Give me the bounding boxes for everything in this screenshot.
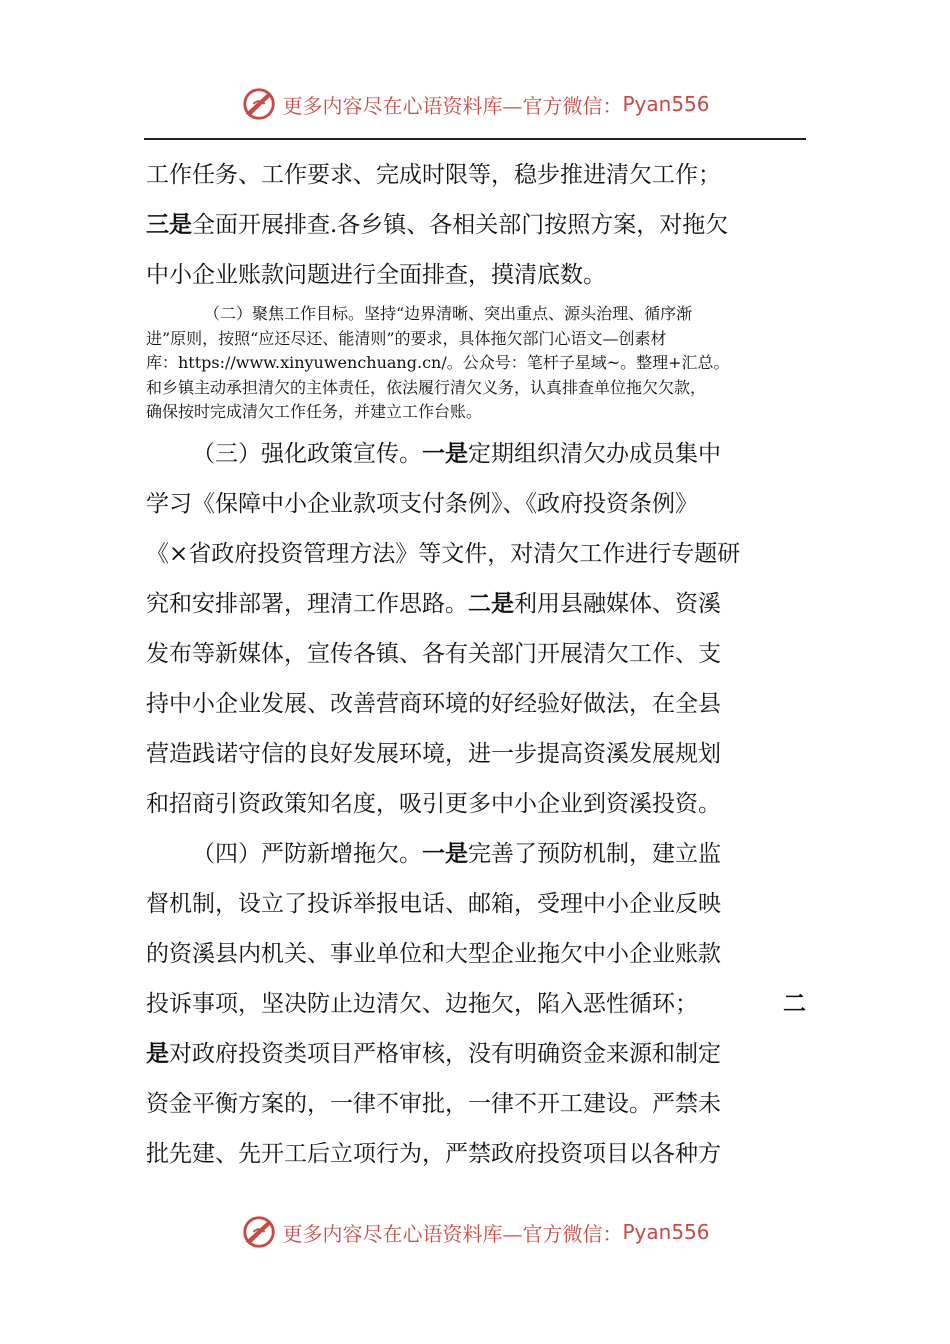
- emphasis-text: 二是: [468, 589, 514, 617]
- text-line: 和招商引资政策知名度，吸引更多中小企业到资溪投资。: [146, 790, 721, 817]
- pen-circle-logo-icon: [240, 85, 278, 123]
- text-line: 中小企业账款问题进行全面排查，摸清底数。: [146, 262, 606, 288]
- text-line: 是 对政府投资类项目严格审核，没有明确资金来源和制定: [146, 1029, 806, 1079]
- pen-circle-logo-icon: [240, 1213, 278, 1251]
- emphasis-text: 一是: [422, 839, 468, 867]
- text-line: 《×省政府投资管理方法》等文件，对清欠工作进行专题研: [146, 540, 741, 567]
- banner-wechat-id: Pyan556: [622, 1220, 710, 1244]
- text-line: 批先建、先开工后立项行为，严禁政府投资项目以各种方: [146, 1140, 721, 1167]
- emphasis-text: 是: [146, 1039, 169, 1067]
- footer-watermark-banner: [0, 1210, 950, 1254]
- text-line: 督机制，设立了投诉举报电话、邮箱，受理中小企业反映: [146, 890, 721, 917]
- text-line: 发布等新媒体，宣传各镇、各有关部门开展清欠工作、支: [146, 640, 721, 667]
- banner-text: 更多内容尽在心语资料库—官方微信：: [282, 93, 623, 118]
- text-line: （四）严防新增拖欠。 一是 完善了预防机制，建立监: [146, 829, 806, 879]
- text-line: 三是 全面开展排查.各乡镇、各相关部门按照方案，对拖欠: [146, 200, 806, 250]
- text-line: 资金平衡方案的，一律不审批，一律不开工建设。严禁未: [146, 1090, 721, 1117]
- text-line: 持中小企业发展、改善营商环境的好经验好做法，在全县: [146, 690, 721, 717]
- emphasis-text: 一是: [422, 439, 468, 467]
- emphasis-text: 三是: [146, 211, 192, 238]
- header-watermark-banner: [0, 82, 950, 126]
- banner-text: 更多内容尽在心语资料库—官方微信：: [282, 1221, 623, 1246]
- document-body: [146, 150, 806, 1179]
- text-line: 投诉事项，坚决防止边清欠、边拖欠，陷入恶性循环； 二: [146, 979, 806, 1029]
- text-line: 的资溪县内机关、事业单位和大型企业拖欠中小企业账款: [146, 940, 721, 967]
- text-line: 工作任务、工作要求、完成时限等，稳步推进清欠工作；: [146, 162, 721, 188]
- text-line: （三）强化政策宣传。 一是 定期组织清欠办成员集中: [146, 429, 806, 479]
- inserted-small-paragraph: （二）聚焦工作目标。坚持“边界清晰、突出重点、源头治理、循序渐 进”原则，按照“应还尽还、能清则”的要求，具体拖欠部门心语文—创素材 库：https://www.xinyuwenchuang.cn/。公众号：笔杆子星域~。整理+汇总。 和乡镇主动承担清欠的主体责任，依法履行清欠义务，认真排查单位拖欠欠款， 确保按时完成清欠工作任务，并建立工作台账。: [146, 304, 730, 421]
- header-rule: [144, 138, 806, 140]
- text-line: 营造践诺守信的良好发展环境，进一步提高资溪发展规划: [146, 740, 721, 767]
- text-line: 究和安排部署，理清工作思路。 二是 利用县融媒体、资溪: [146, 579, 806, 629]
- text-line: 学习《保障中小企业款项支付条例》、《政府投资条例》: [146, 490, 698, 517]
- emphasis-text: 二: [783, 989, 806, 1017]
- banner-wechat-id: Pyan556: [622, 92, 710, 116]
